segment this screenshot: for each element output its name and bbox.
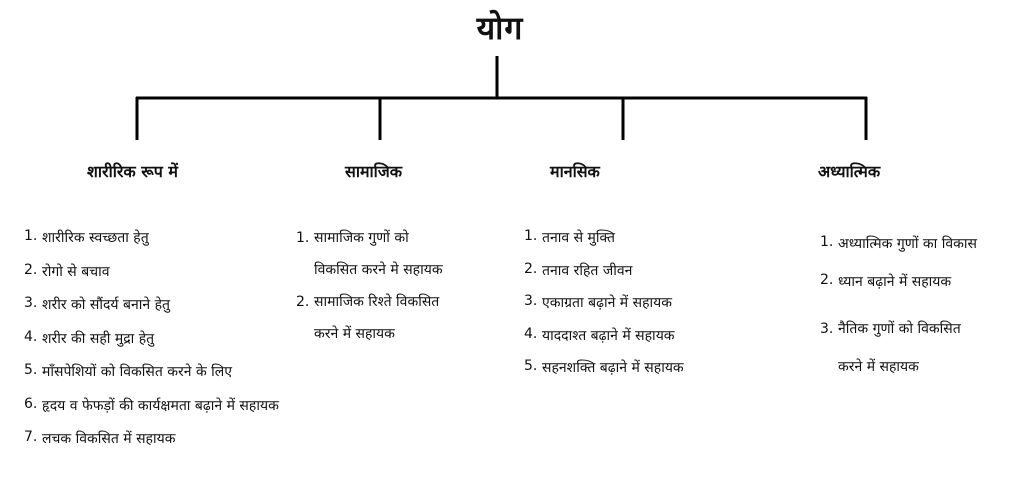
branch-title-social: सामाजिक [345, 162, 402, 181]
root-node-title: योग [476, 9, 524, 47]
branch-title-physical: शारीरिक रूप में [87, 162, 178, 181]
item-number: 4. [24, 328, 38, 345]
item-number: 1. [24, 228, 38, 244]
item-number: 7. [24, 429, 38, 445]
list-item [820, 234, 977, 272]
item-text: माँसपेशियों को विकसित करने के लिए [42, 364, 233, 380]
item-text: सामाजिक रिश्ते विकसित करने में सहायक [314, 294, 440, 342]
item-number: 1. [524, 228, 538, 244]
list-item [524, 293, 684, 326]
item-number: 3. [524, 293, 538, 309]
list-mental [524, 228, 684, 391]
item-number: 1. [296, 230, 310, 246]
list-item [24, 396, 279, 430]
item-text: नैतिक गुणों को विकसित करने में सहायक [838, 321, 961, 375]
item-text: शरीर को सौंदर्य बनाने हेतु [42, 297, 170, 313]
list-item [524, 326, 684, 359]
item-text: अध्यात्मिक गुणों का विकास [838, 236, 978, 252]
list-item [24, 228, 279, 262]
list-spiritual [820, 234, 978, 375]
item-text: शरीर की सही मुद्रा हेतु [42, 330, 155, 347]
list-item [24, 329, 279, 363]
item-number: 5. [524, 358, 538, 374]
item-text: शारीरिक स्वच्छता हेतु [42, 230, 149, 246]
item-number: 6. [24, 395, 38, 412]
item-number: 4. [524, 325, 538, 342]
list-item [24, 295, 279, 329]
item-text: तनाव रहित जीवन [542, 262, 633, 279]
item-text: एकाग्रता बढ़ाने में सहायक [542, 295, 673, 311]
list-item [820, 272, 977, 310]
item-number: 2. [296, 294, 310, 310]
item-text: सहनशक्ति बढ़ाने में सहायक [542, 360, 684, 376]
list-item [24, 362, 279, 396]
item-text: तनाव से मुक्ति [542, 230, 616, 246]
branch-title-mental: मानसिक [550, 162, 600, 181]
list-item [296, 286, 443, 350]
item-number: 2. [24, 261, 38, 278]
item-text: रोगो से बचाव [42, 263, 110, 280]
list-social [296, 222, 443, 350]
item-number: 3. [24, 295, 38, 311]
list-item [24, 429, 279, 463]
list-item [820, 310, 977, 375]
list-item [524, 228, 684, 261]
list-physical [24, 228, 279, 463]
item-text: हृदय व फेफड़ों की कार्यक्षमता बढ़ाने में सहायक [42, 397, 279, 414]
list-item [24, 262, 279, 296]
list-item [296, 222, 443, 286]
item-text: लचक विकसित में सहायक [42, 431, 176, 447]
list-item [524, 261, 684, 294]
item-number: 3. [820, 321, 834, 337]
item-number: 1. [820, 234, 834, 250]
item-number: 2. [524, 260, 538, 277]
item-text: ध्यान बढ़ाने में सहायक [838, 274, 952, 290]
item-number: 2. [820, 272, 834, 288]
item-text: सामाजिक गुणों को विकसित करने मे सहायक [314, 230, 443, 278]
branch-title-spiritual: अध्यात्मिक [818, 162, 881, 181]
list-item [524, 358, 684, 391]
item-number: 5. [24, 362, 38, 378]
item-text: याददाश्त बढ़ाने में सहायक [542, 327, 675, 344]
